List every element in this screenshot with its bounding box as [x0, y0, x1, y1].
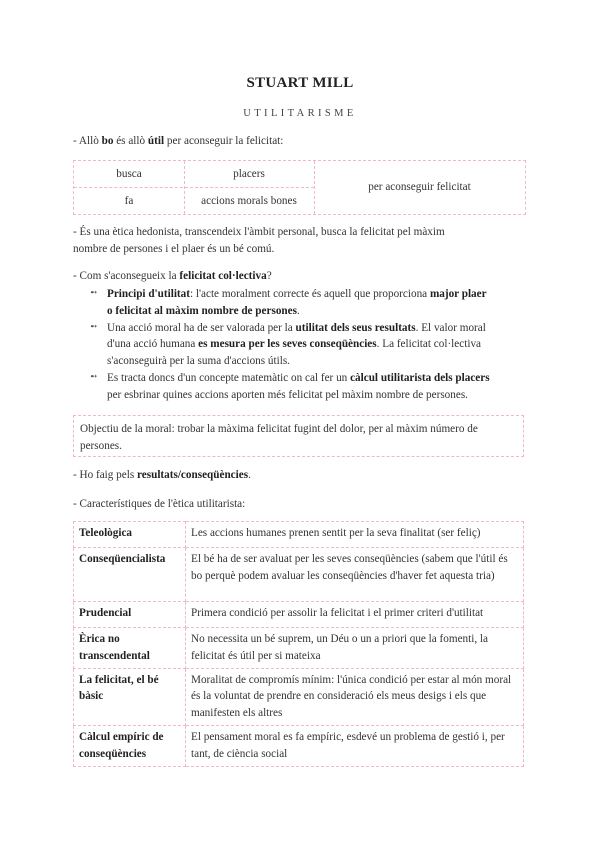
- row-value: No necessita un bé suprem, un Déu o un a priori que la fomenti, la felicitat és útil per si mateixa: [186, 628, 524, 669]
- characteristics-intro: - Característiques de l'ètica utilitarista:: [73, 498, 246, 510]
- table-row: [74, 628, 524, 669]
- bullet-1-text-2: .: [296, 304, 300, 317]
- cell-busca: busca: [116, 167, 142, 180]
- table-row: [74, 602, 524, 628]
- row-key: La felicitat, el bé bàsic: [74, 668, 186, 725]
- intro-bo: bo: [101, 135, 114, 147]
- intro-prefix: - Allò: [73, 135, 102, 147]
- table-felicitat: [73, 160, 526, 215]
- intro-suffix: per aconseguir la felicitat:: [164, 135, 284, 147]
- bullet-2-text-4: . La felicitat col·lectiva: [376, 338, 481, 351]
- bullet-2-text-3: d'una acció humana: [107, 338, 199, 351]
- bullet-1-bold-3: o felicitat al màxim nombre de persones: [107, 304, 297, 317]
- arrow-bullet-icon: ➻: [90, 287, 98, 297]
- bullet-3-text-2: per esbrinar quines accions aporten més felicitat pel màxim nombre de persones.: [107, 388, 468, 401]
- question-suffix: ?: [266, 270, 272, 282]
- row-value: Moralitat de compromís mínim: l'única condició per estar al món moral és la voluntat de prendre en consideració els meus desigs i els que manifesten els altres: [186, 668, 524, 725]
- bullet-2-text-2: . El valor moral: [415, 321, 486, 334]
- row-key: Èrica no transcendental: [74, 628, 186, 669]
- bullet-3-bold-1: càlcul utilitarista dels placers: [350, 371, 490, 384]
- cell-felicitat: per aconseguir felicitat: [368, 181, 471, 194]
- intro-util: útil: [147, 135, 165, 147]
- table-row: [74, 725, 524, 766]
- cell-fa: fa: [124, 194, 134, 207]
- row-key: Càlcul empíric de conseqüències: [74, 725, 186, 766]
- table-row: [74, 522, 524, 548]
- intro-line: [73, 133, 533, 150]
- row-key: Prudencial: [74, 602, 186, 628]
- arrow-bullet-icon: ➻: [90, 370, 98, 381]
- cell-placers: placers: [233, 167, 265, 180]
- row-key: Conseqüencialista: [74, 548, 186, 602]
- bullet-1-bold-1: Principi d'utilitat: [107, 288, 190, 300]
- row-value: Primera condició per assolir la felicitat i el primer criteri d'utilitat: [186, 602, 524, 628]
- row-value: El bé ha de ser avaluat per les seves conseqüències (sabem que l'útil és bo perquè podem avaluar les conseqüències d'haver fet aquesta tria): [186, 548, 524, 602]
- hedonista-line-2: nombre de persones i el plaer és un bé comú.: [73, 243, 275, 255]
- question-line: [73, 268, 533, 285]
- bullet-1-text-1: : l'acte moralment correcte és aquell que proporciona: [189, 288, 430, 300]
- list-item: [90, 370, 535, 404]
- question-prefix: - Com s'aconsegueix la: [73, 270, 180, 282]
- table-row: [74, 668, 524, 725]
- cell-accions: accions morals bones: [201, 194, 297, 207]
- bullet-2-bold-2: es mesura per les seves conseqüències: [198, 338, 377, 351]
- characteristics-table-grid: [73, 521, 524, 767]
- list-item: [90, 320, 535, 370]
- bullet-2-bold-1: utilitat dels seus resultats: [295, 321, 416, 334]
- bullet-list: [90, 286, 535, 404]
- objective-note: Objectiu de la moral: trobar la màxima felicitat fugint del dolor, per al màxim número de persones.: [73, 415, 524, 457]
- results-prefix: - Ho faig pels: [73, 469, 138, 481]
- list-item: [90, 286, 535, 320]
- bullet-3-text-1: Es tracta doncs d'un concepte matemàtic on cal fer un: [107, 371, 351, 384]
- page-title: STUART MILL: [246, 75, 354, 91]
- intro-mid: és allò: [113, 135, 148, 147]
- row-value: Les accions humanes prenen sentit per la seva finalitat (ser feliç): [186, 522, 524, 548]
- bullet-2-text-5: s'aconseguirà per la suma d'accions útils.: [107, 355, 290, 368]
- characteristics-table: [73, 521, 524, 767]
- arrow-bullet-icon: ➻: [90, 320, 98, 331]
- row-value: El pensament moral es fa empíric, esdevé un problema de gestió i, per tant, de ciència social: [186, 725, 524, 766]
- bullet-2-text-1: Una acció moral ha de ser valorada per la: [107, 321, 296, 334]
- results-suffix: .: [248, 469, 251, 481]
- results-line: [73, 467, 533, 484]
- row-key: Teleològica: [74, 522, 186, 548]
- hedonista-line-1: - És una ètica hedonista, transcendeix l'àmbit personal, busca la felicitat pel màxim: [73, 226, 445, 238]
- page-subtitle: UTILITARISME: [243, 108, 357, 119]
- bullet-1-bold-2: major plaer: [429, 288, 487, 300]
- question-bold: felicitat col·lectiva: [179, 270, 267, 282]
- table-row: [74, 548, 524, 602]
- results-bold: resultats/conseqüències: [137, 469, 249, 481]
